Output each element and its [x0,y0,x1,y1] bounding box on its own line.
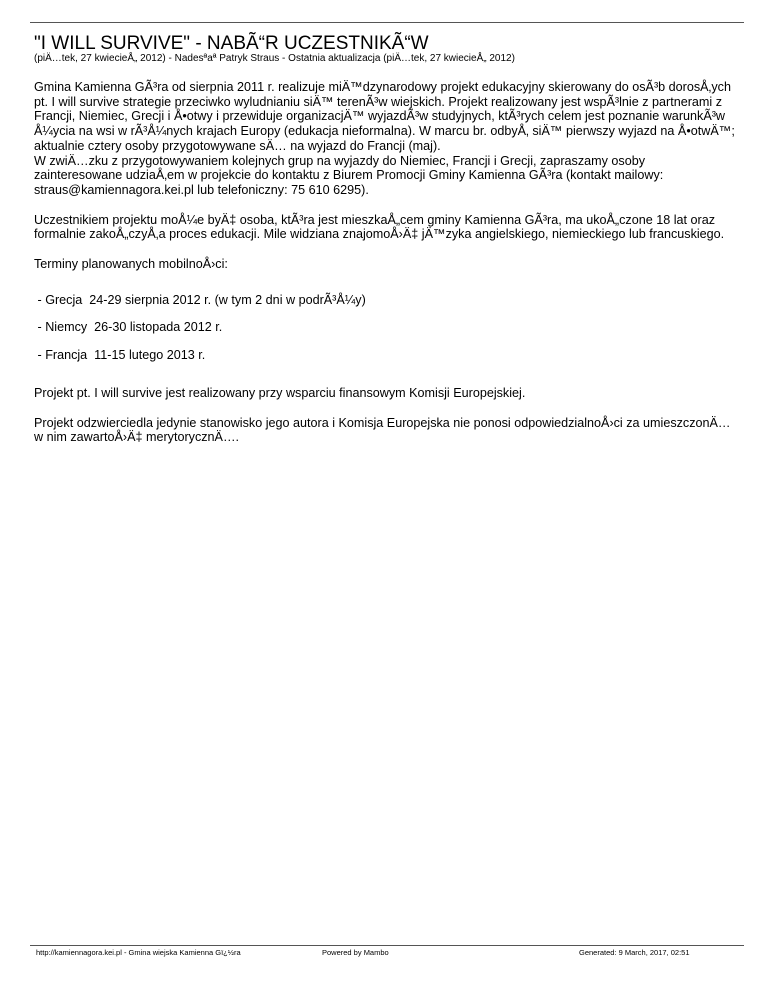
text-line: zainteresowane udziaÅ‚em w projekcie do kontaktu z Biurem Promocji Gminy Kamienna GÃ³ra (kontakt mailowy: [34,168,664,183]
footer-site-url: http://kamiennagora.kei.pl - Gmina wiejska Kamienna Gï¿½ra [36,948,241,957]
header-rule [30,22,744,23]
text-line: formalnie zakoÅ„czyÅ‚a proces edukacji. Mile widziana znajomoÅ›Ä‡ jÄ™zyka angielskiego, niemieckiego lub francuskiego. [34,227,725,242]
text-line: Projekt odzwierciedla jedynie stanowisko jego autora i Komisja Europejska nie ponosi odpowiedzialnoÅ›ci za umieszczonÄ… [34,415,731,430]
text-line: aktualnie cztery osoby przygotowywane sÄ… na wyjazd do Francji (maj). [34,138,441,153]
footer-generated-date: Generated: 9 March, 2017, 02:51 [579,948,690,957]
text-line: Å¼ycia na wsi w rÃ³Å¼nych krajach Europy (edukacja nieformalna). W marcu br. odbyÅ‚ siÄ™ pierwszy wyjazd na Å•otwÄ™; [34,124,735,139]
article-meta: (piÄ…tek, 27 kwiecieÅ„ 2012) - Nadesªaª Patryk Straus - Ostatnia aktualizacja (piÄ…tek, 27 kwiecieÅ„ 2012) [34,53,515,64]
date-item-france: - Francja 11-15 lutego 2013 r. [34,348,206,363]
paragraph-intro [34,80,746,198]
date-item-greece: - Grecja 24-29 sierpnia 2012 r. (w tym 2 dni w podrÃ³Å¼y) [34,292,366,307]
dates-heading: Terminy planowanych mobilnoÅ›ci: [34,257,228,272]
date-item-germany: - Niemcy 26-30 listopada 2012 r. [34,320,223,335]
text-line: Gmina Kamienna GÃ³ra od sierpnia 2011 r. realizuje miÄ™dzynarodowy projekt edukacyjny skierowany do osÃ³b dorosÅ‚ych [34,80,731,94]
paragraph-disclaimer [34,416,746,445]
paragraph-funding: Projekt pt. I will survive jest realizowany przy wsparciu finansowym Komisji Europejskiej. [34,385,526,400]
text-line: Uczestnikiem projektu moÅ¼e byÄ‡ osoba, ktÃ³ra jest mieszkaÅ„cem gminy Kamienna GÃ³ra, ma ukoÅ„czone 18 lat oraz [34,212,716,227]
text-line: Francji, Niemiec, Grecji i Å•otwy i przewiduje organizacjÄ™ wyjazdÃ³w studyjnych, ktÃ³rych celem jest poznanie warunkÃ³w [34,109,726,124]
paragraph-eligibility [34,213,746,242]
article-title: "I WILL SURVIVE" - NABÃ“R UCZESTNIKÃ“W [34,33,429,54]
text-line: W zwiÄ…zku z przygotowywaniem kolejnych grup na wyjazdy do Niemiec, Francji i Grecji, zapraszamy osoby [34,153,646,168]
footer-rule [30,945,744,946]
footer-powered-by: Powered by Mambo [322,948,389,957]
text-line: w nim zawartoÅ›Ä‡ merytorycznÄ…. [34,430,240,445]
text-line: straus@kamiennagora.kei.pl lub telefoniczny: 75 610 6295). [34,182,369,197]
text-line: pt. I will survive strategie przeciwko wyludnianiu siÄ™ terenÃ³w wiejskich. Projekt realizowany jest wspÃ³lnie z partnerami z [34,94,723,109]
article-body [34,80,746,445]
